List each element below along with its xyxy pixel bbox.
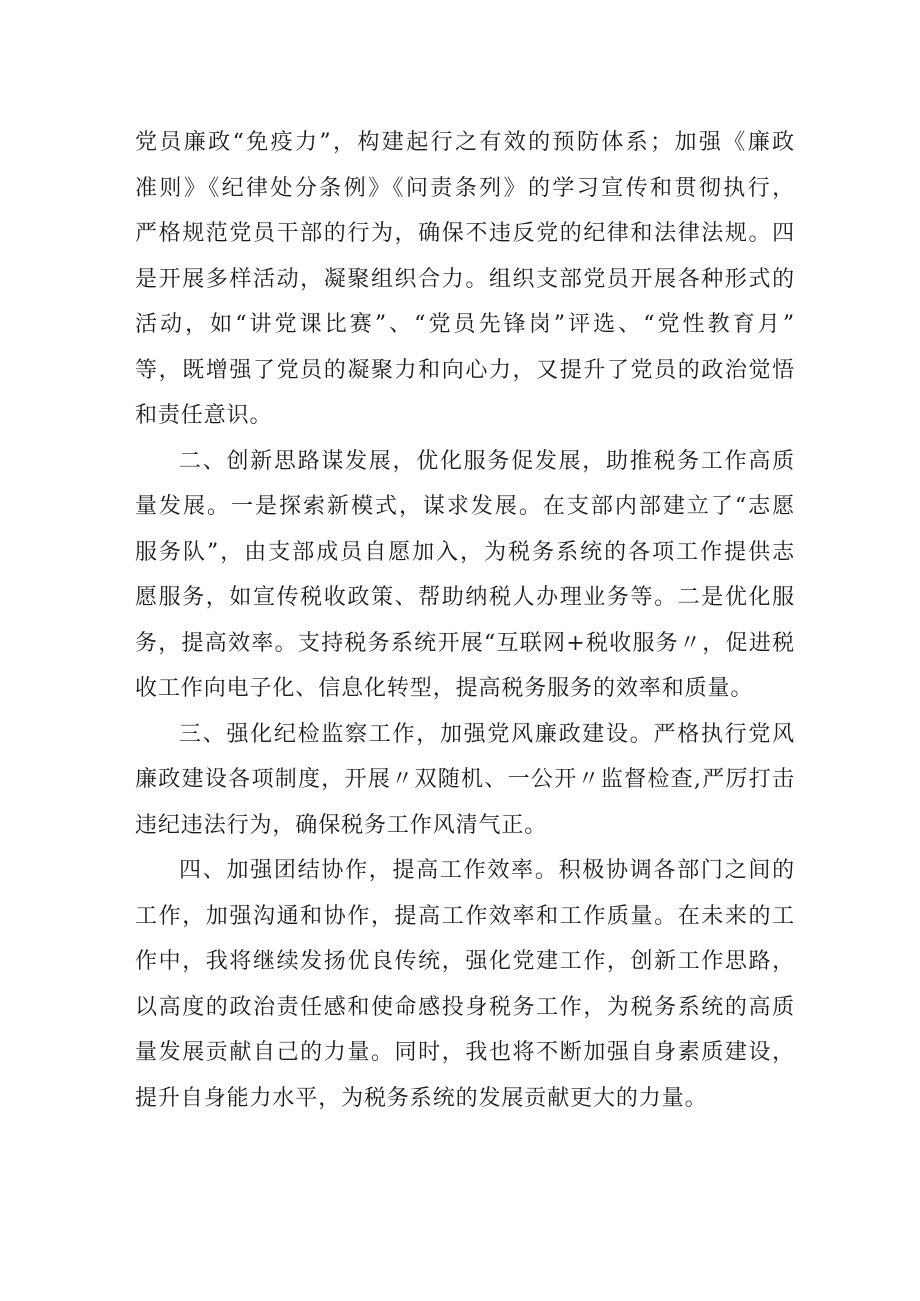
text-line: 服务队”，由支部成员自愿加入，为税务系统的各项工作提供志 [135,539,795,565]
text-line: 四、加强团结协作，提高工作效率。积极协调各部门之间的 [179,858,795,883]
text-line: 作中，我将继续发扬优良传统，强化党建工作，创新工作思路， [135,949,795,974]
text-line: 工作，加强沟通和协作，提高工作效率和工作质量。在未来的工 [135,903,795,929]
text-line: 三、强化纪检监察工作，加强党风廉政建设。严格执行党风 [179,721,795,747]
text-line: 严格规范党员干部的行为，确保不违反党的纪律和法律法规。四 [135,221,795,246]
text-line: 党员廉政“免疫力”，构建起行之有效的预防体系；加强《廉政 [135,130,795,155]
text-line: 量发展贡献自己的力量。同时，我也将不断加强自身素质建设， [135,1040,795,1065]
paragraph-2 [135,439,795,712]
document-body [135,120,795,1121]
text-line: 量发展。一是探索新模式，谋求发展。在支部内部建立了“志愿 [135,494,795,519]
text-line: 愿服务，如宣传税收政策、帮助纳税人办理业务等。二是优化服 [135,585,795,610]
text-line: 务，提高效率。支持税务系统开展“互联网+税收服务〃，促进税 [135,630,795,656]
text-line: 活动，如“讲党课比赛”、“党员先锋岗”评选、“党性教育月” [135,312,795,337]
text-line: 收工作向电子化、信息化转型，提高税务服务的效率和质量。 [135,676,754,701]
paragraph-1 [135,120,795,439]
text-line: 是开展多样活动，凝聚组织合力。组织支部党员开展各种形式的 [135,266,795,292]
text-line: 准则》《纪律处分条例》《问责条列》的学习宣传和贯彻执行， [135,175,795,201]
text-line: 廉政建设各项制度，开展〃双随机、一公开〃监督检查,严厉打击 [135,767,795,792]
paragraph-4 [135,848,795,1121]
text-line: 以高度的政治责任感和使命感投身税务工作，为税务系统的高质 [135,994,795,1020]
text-line: 等，既增强了党员的凝聚力和向心力，又提升了党员的政治觉悟 [135,357,795,383]
text-line: 提升自身能力水平，为税务系统的发展贡献更大的力量。 [135,1085,708,1111]
paragraph-3 [135,712,795,849]
text-line: 二、创新思路谋发展，优化服务促发展，助推税务工作高质 [179,448,795,474]
text-line: 和责任意识。 [135,403,273,428]
text-line: 违纪违法行为，确保税务工作风清气正。 [135,812,548,838]
